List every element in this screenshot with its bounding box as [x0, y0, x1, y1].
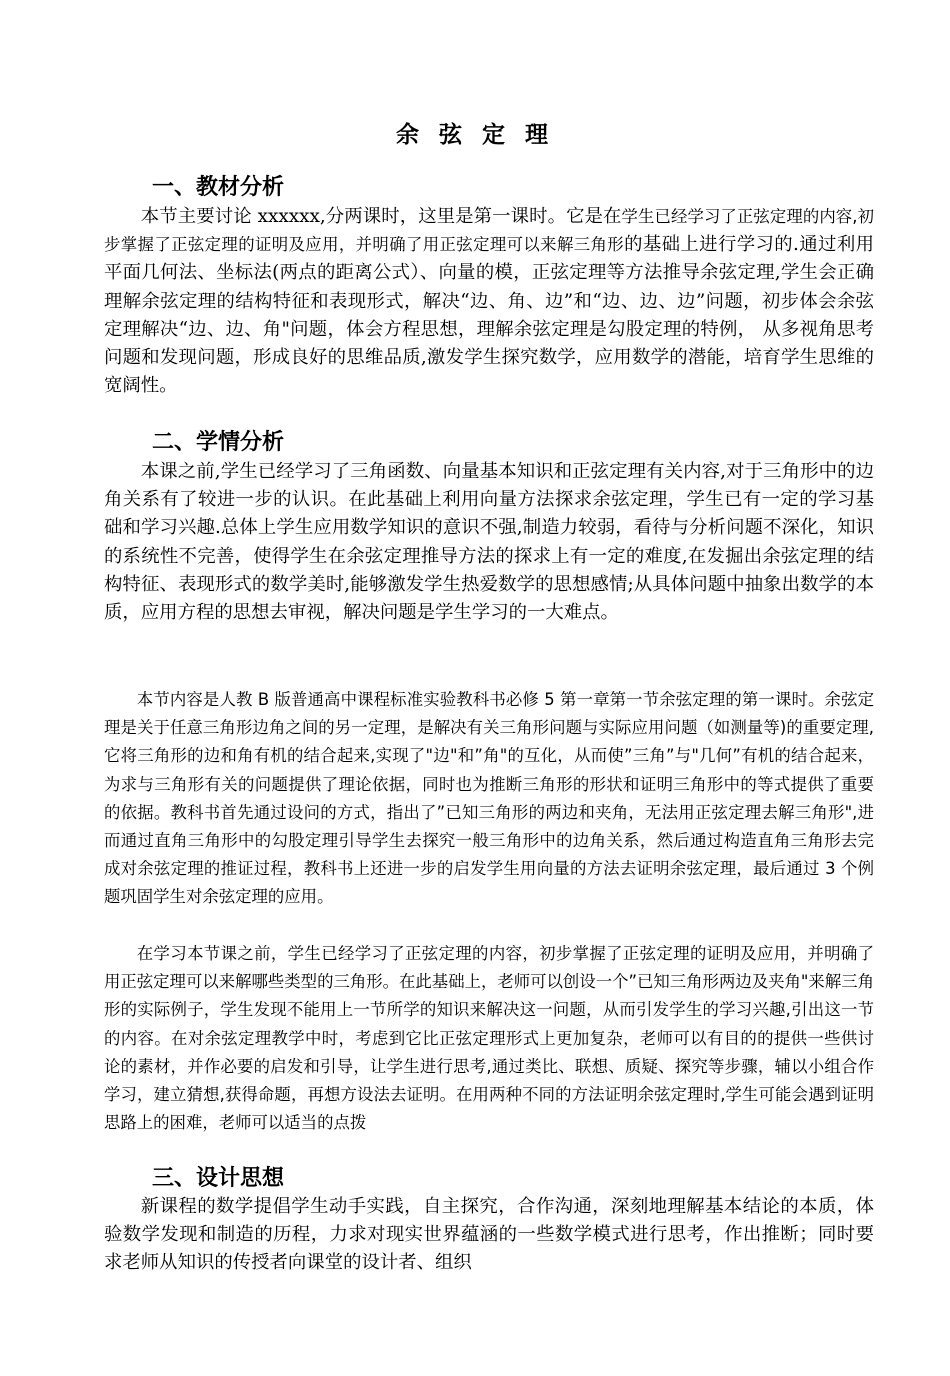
section-heading-textbook-analysis: 一、教材分析: [152, 175, 285, 200]
content-paragraph-learning: 在学习本节课之前，学生已经学习了正弦定理的内容，初步掌握了正弦定理的证明及应用，并明确了用正弦定理可以来解哪些类型的三角形。在此基础上，老师可以创设一个”已知三角形两边及夹角"来解三角形的实际例子，学生发现不能用上一节所学的知识来解决这一问题，从而引发学生的学习兴趣,引出这一节的内容。在对余弦定理教学中时，考虑到它比正弦定理形式上更加复杂，老师可以有目的的提供一些供讨论的素材，并作必要的启发和引导，让学生进行思考,通过类比、联想、质疑、探究等步骤，辅以小组合作学习，建立猜想,获得命题，再想方设法去证明。在用两种不同的方法证明余弦定理时,学生可能会遇到证明思路上的困难，老师可以适当的点拨: [104, 944, 874, 1133]
section-paragraph-student-analysis: 本课之前,学生已经学习了三角函数、向量基本知识和正弦定理有关内容,对于三角形中的边角关系有了较进一步的认识。在此基础上利用向量方法探求余弦定理，学生已有一定的学习基础和学习兴趣.总体上学生应用数学知识的意识不强,制造力较弱，看待与分析问题不深化，知识的系统性不完善，使得学生在余弦定理推导方法的探求上有一定的难度,在发掘出余弦定理的结构特征、表现形式的数学美时,能够激发学生热爱数学的思想感情;从具体问题中抽象出数学的本质，应用方程的思想去审视，解决问题是学生学习的一大难点。: [104, 461, 874, 624]
document-title: 余 弦 定 理: [395, 122, 555, 148]
paragraph-segment: 的基础上进行学习的.通过利用平面几何法、坐标法(两点的距离公式）、向量的模，正弦定理等方法推导余弦定理,学生会正确理解余弦定理的结构特征和表现形式，解决“边、角、边”和“边、边、边”问题，初步体会余弦定理解决“边、边、角"问题，体会方程思想，理解余弦定理是勾股定理的特例， 从多视角思考问题和发现问题，形成良好的思维品质,激发学生探究数学，应用数学的潜能，培育学生思维的宽阔性。: [104, 234, 874, 397]
paragraph-segment-sans: 学生已经学习了正弦定理的内容,初步掌握了正弦定理的证明及应用，并明确了用正弦定理可以来解三角形: [104, 207, 874, 255]
section-paragraph-design-idea: 新课程的数学提倡学生动手实践，自主探究，合作沟通，深刻地理解基本结论的本质，体验数学发现和制造的历程，力求对现实世界蕴涵的一些数学模式进行思考，作出推断；同时要求老师从知识的传授者向课堂的设计者、组织: [104, 1196, 874, 1274]
paragraph-segment: 本节主要讨论 xxxxxx,分两课时，这里是第一课时。它是在: [140, 206, 622, 227]
section-heading-design-idea: 三、设计思想: [152, 1166, 285, 1191]
section-heading-student-analysis: 二、学情分析: [152, 430, 285, 455]
content-paragraph-textbook: 本节内容是人教 B 版普通高中课程标准实验教科书必修 5 第一章第一节余弦定理的第一课时。余弦定理是关于任意三角形边角之间的另一定理，是解决有关三角形问题与实际应用问题（如测量等)的重要定理,它将三角形的边和角有机的结合起来,实现了"边"和”角"的互化，从而使”三角”与"几何”有机的结合起来，为求与三角形有关的问题提供了理论依据，同时也为推断三角形的形状和证明三角形中的等式提供了重要的依据。教科书首先通过设问的方式，指出了”已知三角形的两边和夹角，无法用正弦定理去解三角形",进而通过直角三角形中的勾股定理引导学生去探究一般三角形中的边角关系，然后通过构造直角三角形去完成对余弦定理的推证过程，教科书上还进一步的启发学生用向量的方法去证明余弦定理，最后通过 3 个例题巩固学生对余弦定理的应用。: [104, 690, 874, 907]
section-paragraph-textbook-analysis: [104, 203, 874, 400]
